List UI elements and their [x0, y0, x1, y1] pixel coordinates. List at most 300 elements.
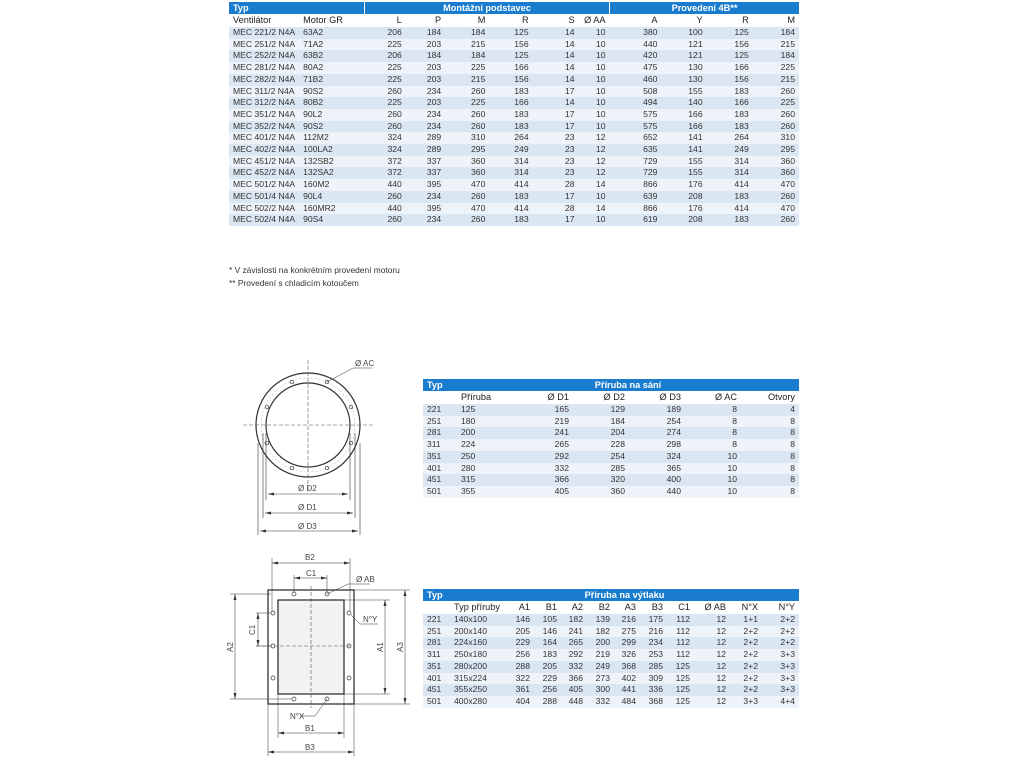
table-cell: 619 [610, 214, 662, 226]
b2-label: B2 [305, 553, 315, 562]
table-row [423, 416, 799, 428]
table-cell: 281 [423, 427, 457, 439]
table-cell: 12 [694, 614, 730, 626]
table-cell: 90S2 [299, 121, 364, 133]
col-header: Typ příruby [454, 602, 500, 612]
table-cell: 166 [661, 121, 706, 133]
table-cell: 355 [457, 486, 517, 498]
table-cell: 17 [533, 191, 579, 203]
col-header: Motor GR [303, 15, 343, 25]
table-cell: 215 [753, 74, 799, 86]
table-cell: 141 [661, 132, 706, 144]
table-cell: 414 [707, 179, 753, 191]
col-header: B1 [545, 602, 557, 612]
table-cell: 332 [517, 463, 573, 475]
table-cell: 23 [533, 156, 579, 168]
table-cell: 205 [508, 626, 534, 638]
table-cell: 405 [517, 486, 573, 498]
table-cell: 2+2 [730, 637, 762, 649]
table-cell: 315 [457, 474, 517, 486]
table-cell: 156 [489, 74, 532, 86]
table-cell: 221 [423, 404, 457, 416]
table-row [229, 156, 799, 168]
table-row [423, 673, 799, 685]
table-cell: 4 [741, 404, 799, 416]
table-cell: 208 [661, 214, 706, 226]
table-cell: 189 [629, 404, 685, 416]
table-cell: 360 [445, 167, 489, 179]
table-row [229, 50, 799, 62]
table-cell: 146 [508, 614, 534, 626]
table-cell: 216 [640, 626, 667, 638]
table-cell: 80B2 [299, 97, 364, 109]
table-cell: 90L2 [299, 109, 364, 121]
table-cell: 215 [445, 74, 489, 86]
table-cell: 155 [661, 156, 706, 168]
table-cell: 12 [579, 132, 610, 144]
table-cell: 260 [753, 109, 799, 121]
table-cell: 206 [364, 50, 405, 62]
table-cell: 225 [364, 97, 405, 109]
table-cell: 125 [667, 661, 694, 673]
table-cell: MEC 252/2 N4A [229, 50, 299, 62]
table-cell: 175 [640, 614, 667, 626]
table-cell: MEC 452/2 N4A [229, 167, 299, 179]
table-cell: 125 [667, 684, 694, 696]
table-cell: 121 [661, 50, 706, 62]
table-cell: 125 [489, 27, 532, 39]
table-cell: 508 [610, 86, 662, 98]
table-cell: 166 [707, 97, 753, 109]
table-cell: 10 [579, 121, 610, 133]
table-cell: 2+2 [730, 684, 762, 696]
table-cell: 224 [457, 439, 517, 451]
table-cell: 215 [445, 39, 489, 51]
table-cell: 288 [508, 661, 534, 673]
table-cell: 275 [614, 626, 640, 638]
col-header: M [787, 15, 795, 25]
table-cell: 183 [707, 109, 753, 121]
table-cell: 225 [364, 74, 405, 86]
table-row [229, 27, 799, 39]
table-cell: 260 [753, 214, 799, 226]
table-cell: 90L4 [299, 191, 364, 203]
table-row [423, 404, 799, 416]
table-cell: 402 [614, 673, 640, 685]
table-cell: 160M2 [299, 179, 364, 191]
col-header: Příruba [461, 392, 492, 402]
table-cell: 256 [534, 684, 561, 696]
table-cell: 14 [533, 62, 579, 74]
table-cell: 460 [610, 74, 662, 86]
table-cell: MEC 401/2 N4A [229, 132, 299, 144]
col-header: N°Y [778, 602, 795, 612]
table-cell: 160MR2 [299, 203, 364, 215]
table-cell: 63B2 [299, 50, 364, 62]
table-cell: 360 [753, 156, 799, 168]
table-cell: 184 [753, 27, 799, 39]
table-cell: 225 [364, 39, 405, 51]
table-cell: 3+3 [762, 661, 799, 673]
table-cell: 256 [508, 649, 534, 661]
table-cell: 4+4 [762, 696, 799, 708]
table-cell: 229 [508, 637, 534, 649]
table-cell: 260 [364, 121, 405, 133]
table-cell: 355x250 [450, 684, 508, 696]
col-header [423, 391, 457, 404]
table-row [229, 121, 799, 133]
table-cell: 2+2 [762, 614, 799, 626]
table-cell: 12 [694, 626, 730, 638]
table-cell: 401 [423, 673, 450, 685]
table-cell: 28 [533, 203, 579, 215]
table-cell: 288 [534, 696, 561, 708]
table-row [229, 203, 799, 215]
table-cell: 281 [423, 637, 450, 649]
col-header: Y [696, 15, 703, 25]
table-cell: 253 [640, 649, 667, 661]
table-cell: 332 [587, 696, 614, 708]
table-cell: 652 [610, 132, 662, 144]
table-cell: 314 [489, 167, 532, 179]
table-cell: 470 [753, 179, 799, 191]
col-header: L [396, 15, 402, 25]
table-cell: 351 [423, 661, 450, 673]
table-cell: 17 [533, 214, 579, 226]
table-cell: 166 [661, 109, 706, 121]
table-cell: 165 [517, 404, 573, 416]
table-cell: 372 [364, 167, 405, 179]
montazni-podstavec-header: Montážní podstavec [364, 2, 609, 14]
table-cell: 280 [457, 463, 517, 475]
table-cell: 183 [489, 191, 532, 203]
table-cell: 10 [579, 109, 610, 121]
table-cell: 23 [533, 167, 579, 179]
table-row [423, 427, 799, 439]
table-cell: 229 [534, 673, 561, 685]
suction-flange-diagram [225, 355, 385, 535]
table-cell: 10 [579, 74, 610, 86]
table-cell: 63A2 [299, 27, 364, 39]
table-cell: 260 [753, 121, 799, 133]
table-cell: 234 [406, 109, 445, 121]
table-cell: 368 [640, 696, 667, 708]
table-cell: 100 [661, 27, 706, 39]
table-cell: 203 [406, 39, 445, 51]
table-cell: MEC 221/2 N4A [229, 27, 299, 39]
table-cell: 10 [685, 474, 741, 486]
a2-label: A2 [226, 642, 235, 652]
table-cell: 10 [579, 214, 610, 226]
table-row [229, 191, 799, 203]
table-cell: 139 [587, 614, 614, 626]
table-cell: 295 [753, 144, 799, 156]
table-cell: 234 [406, 191, 445, 203]
c1-top-label: C1 [306, 569, 317, 578]
table-cell: 400 [629, 474, 685, 486]
table-cell: 234 [640, 637, 667, 649]
table-cell: 414 [707, 203, 753, 215]
table-cell: 414 [489, 179, 532, 191]
table-cell: 635 [610, 144, 662, 156]
table-cell: 206 [364, 27, 405, 39]
table-cell: 130 [661, 74, 706, 86]
table-cell: 249 [707, 144, 753, 156]
table-cell: 300 [587, 684, 614, 696]
table-cell: 280x200 [450, 661, 508, 673]
table-cell: MEC 502/4 N4A [229, 214, 299, 226]
table-cell: 121 [661, 39, 706, 51]
footnote: * V závislosti na konkrétním provedení motoru [229, 265, 400, 275]
table-cell: 225 [445, 97, 489, 109]
table-cell: 225 [445, 62, 489, 74]
table-cell: 414 [489, 203, 532, 215]
table-cell: 176 [661, 179, 706, 191]
table-cell: 494 [610, 97, 662, 109]
table-row [423, 649, 799, 661]
col-header: B3 [651, 602, 663, 612]
table-cell: 309 [640, 673, 667, 685]
table-cell: 3+3 [762, 649, 799, 661]
table-cell: 866 [610, 179, 662, 191]
table-cell: 470 [445, 203, 489, 215]
table-cell: 166 [489, 97, 532, 109]
col-header: A2 [571, 602, 583, 612]
table-cell: 451 [423, 684, 450, 696]
table-row [229, 179, 799, 191]
table-cell: 224x160 [450, 637, 508, 649]
table-cell: 368 [614, 661, 640, 673]
table-cell: 12 [694, 673, 730, 685]
table-cell: 311 [423, 439, 457, 451]
table-cell: 260 [445, 191, 489, 203]
table-cell: 3+3 [762, 673, 799, 685]
table-row [423, 439, 799, 451]
table-cell: 112 [667, 626, 694, 638]
col-header: A [651, 15, 658, 25]
table-row [229, 86, 799, 98]
col-header: A3 [624, 602, 636, 612]
table-cell: 125 [707, 27, 753, 39]
table-title: Příruba na sání [457, 379, 799, 391]
table-cell: 200 [587, 637, 614, 649]
table-cell: 299 [614, 637, 640, 649]
table-cell: 10 [579, 39, 610, 51]
table-row [423, 684, 799, 696]
table-cell: 166 [707, 62, 753, 74]
table-cell: 183 [489, 121, 532, 133]
table-header-row [229, 2, 799, 14]
table-cell: 298 [629, 439, 685, 451]
table-cell: MEC 281/2 N4A [229, 62, 299, 74]
table-cell: 365 [629, 463, 685, 475]
col-header: Ø D3 [659, 392, 681, 402]
table-cell: 225 [364, 62, 405, 74]
col-header: M [477, 15, 486, 25]
col-header: A1 [518, 602, 530, 612]
table-cell: 314 [489, 156, 532, 168]
table-row [229, 74, 799, 86]
table-cell: 440 [364, 203, 405, 215]
table-cell: 14 [533, 39, 579, 51]
table-row [423, 486, 799, 498]
table-cell: 10 [579, 50, 610, 62]
table-cell: 315x224 [450, 673, 508, 685]
table-row [423, 614, 799, 626]
table-cell: 10 [685, 486, 741, 498]
table-cell: 183 [489, 214, 532, 226]
a1-label: A1 [376, 642, 385, 652]
discharge-flange-table [423, 589, 799, 708]
table-cell: 155 [661, 167, 706, 179]
table-cell: 501 [423, 696, 450, 708]
b3-label: B3 [305, 743, 315, 752]
table-cell: 12 [694, 661, 730, 673]
table-cell: 203 [406, 97, 445, 109]
table-cell: 71B2 [299, 74, 364, 86]
table-cell: 112 [667, 614, 694, 626]
table-cell: 23 [533, 132, 579, 144]
table-cell: 324 [629, 451, 685, 463]
typ-header: Typ [423, 589, 450, 601]
table-cell: 12 [694, 696, 730, 708]
table-cell: 3+3 [730, 696, 762, 708]
table-cell: 112 [667, 637, 694, 649]
table-cell: 17 [533, 86, 579, 98]
table-cell: 12 [694, 684, 730, 696]
table-cell: 260 [445, 86, 489, 98]
table-cell: 155 [661, 86, 706, 98]
table-cell: 71A2 [299, 39, 364, 51]
table-cell: 265 [561, 637, 587, 649]
table-cell: 260 [445, 214, 489, 226]
table-cell: 8 [685, 404, 741, 416]
table-cell: 183 [489, 109, 532, 121]
table-cell: 216 [614, 614, 640, 626]
table-cell: 90S4 [299, 214, 364, 226]
table-cell: 8 [685, 427, 741, 439]
table-row [423, 474, 799, 486]
table-cell: 14 [533, 97, 579, 109]
table-cell: 2+2 [730, 649, 762, 661]
a3-label: A3 [396, 642, 405, 652]
table-cell: 205 [534, 661, 561, 673]
table-cell: 260 [445, 121, 489, 133]
table-cell: 14 [579, 203, 610, 215]
column-header-row [423, 601, 799, 614]
col-header: C1 [678, 602, 690, 612]
table-body [229, 27, 799, 226]
table-cell: 125 [667, 673, 694, 685]
table-cell: 8 [741, 474, 799, 486]
col-header [423, 601, 450, 614]
table-cell: 112 [667, 649, 694, 661]
col-header: Ventilátor [233, 15, 272, 25]
table-row [423, 637, 799, 649]
table-cell: 400x280 [450, 696, 508, 708]
col-header: Ø AB [704, 602, 726, 612]
ac-label: Ø AC [355, 359, 375, 368]
table-cell: 125 [457, 404, 517, 416]
table-cell: 310 [445, 132, 489, 144]
table-cell: 260 [364, 191, 405, 203]
table-cell: 183 [707, 214, 753, 226]
col-header: S [568, 15, 575, 25]
table-body [423, 404, 799, 498]
table-cell: 260 [753, 86, 799, 98]
table-cell: 10 [579, 86, 610, 98]
table-cell: 3+3 [762, 684, 799, 696]
table-cell: 200 [457, 427, 517, 439]
table-cell: 260 [753, 191, 799, 203]
table-cell: 274 [629, 427, 685, 439]
table-cell: 250x180 [450, 649, 508, 661]
table-cell: 361 [508, 684, 534, 696]
table-cell: 10 [579, 27, 610, 39]
table-cell: 184 [445, 27, 489, 39]
table-cell: 203 [406, 62, 445, 74]
table-cell: 183 [534, 649, 561, 661]
table-cell: 285 [573, 463, 629, 475]
table-cell: 184 [406, 27, 445, 39]
table-cell: 251 [423, 626, 450, 638]
col-header: Ø AC [715, 392, 737, 402]
table-cell: MEC 351/2 N4A [229, 109, 299, 121]
table-cell: 2+2 [762, 626, 799, 638]
table-cell: 182 [587, 626, 614, 638]
table-cell: 125 [667, 696, 694, 708]
table-cell: MEC 311/2 N4A [229, 86, 299, 98]
table-cell: 322 [508, 673, 534, 685]
col-header: N°X [741, 602, 758, 612]
table-cell: 141 [661, 144, 706, 156]
table-cell: MEC 352/2 N4A [229, 121, 299, 133]
table-cell: MEC 501/4 N4A [229, 191, 299, 203]
table-cell: 8 [685, 439, 741, 451]
table-cell: 265 [517, 439, 573, 451]
table-cell: 10 [579, 191, 610, 203]
typ-header: Typ [423, 379, 457, 391]
table-cell: 164 [534, 637, 561, 649]
table-row [229, 39, 799, 51]
table-cell: 184 [573, 416, 629, 428]
table-cell: 366 [561, 673, 587, 685]
table-cell: 183 [707, 191, 753, 203]
table-cell: 228 [573, 439, 629, 451]
table-cell: 234 [406, 86, 445, 98]
table-row [423, 451, 799, 463]
typ-header: Typ [229, 2, 364, 14]
table-cell: 260 [364, 214, 405, 226]
table-cell: 125 [707, 50, 753, 62]
table-cell: 249 [587, 661, 614, 673]
table-cell: 112M2 [299, 132, 364, 144]
table-cell: 221 [423, 614, 450, 626]
table-cell: 314 [707, 167, 753, 179]
table-cell: 17 [533, 109, 579, 121]
table-row [423, 463, 799, 475]
table-cell: 8 [685, 416, 741, 428]
table-cell: 360 [445, 156, 489, 168]
table-cell: 475 [610, 62, 662, 74]
table-cell: 225 [753, 97, 799, 109]
table-cell: 10 [579, 62, 610, 74]
table-cell: 10 [685, 463, 741, 475]
table-cell: MEC 502/2 N4A [229, 203, 299, 215]
table-cell: 401 [423, 463, 457, 475]
table-cell: 234 [406, 121, 445, 133]
table-cell: 249 [489, 144, 532, 156]
